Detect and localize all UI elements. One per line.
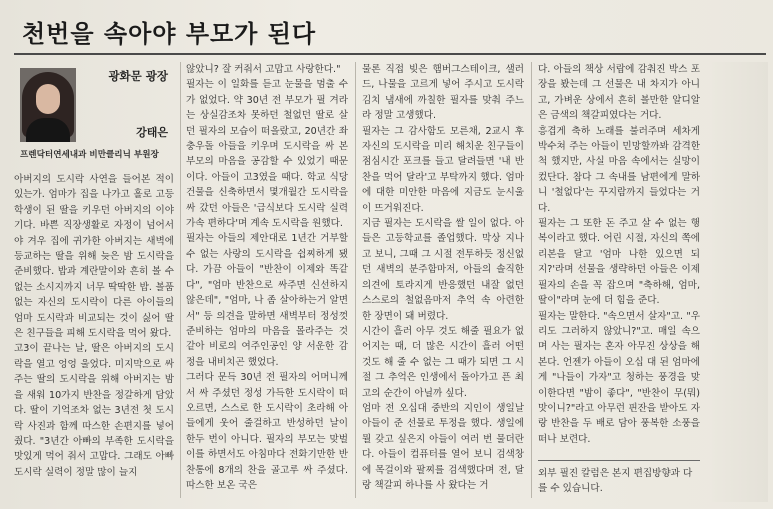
article-column-2 (186, 62, 348, 502)
article-column-4 (538, 62, 700, 456)
article-column-1 (14, 172, 174, 502)
column-text-2: 않았니? 잘 커줘서 고맙고 사랑한다." 필자는 이 일화를 듣고 눈물을 멈출 수가 없었다. 약 30년 전 부모가 필 겨라는 상실감조차 못하던 철없던 딸로 살던 필자의 모습이 떠올랐고, 20년간 좌충우돌 아들을 키우며 도시락을 싸 본 부모의 마음을 공감할 수 있었기 때문이다. 아들이 고3였을 때다. 학교 식당건물을 신축하면서 몇개월간 도시락을 싸 갔던 아들은 '급식보다 도시락 실력 가속 편하다'며 계속 도시락을 원했다. 필자는 아들의 제안대로 1년간 거부할 수 없는 사랑의 도시락을 쉽찌하게 됐다. 가끔 아들이 "반찬이 이제와 똑같다", "엄마 반찬으로 싸주면 신선하지 않은데", "엄마, 나 좀 살아하는거 알면서" 등 의견을 말하면 새벽부터 정성껏 준비하는 엄마의 마음을 몰라주는 것 같아 비로의 여주인공인 양 서운한 감정을 내비치곤 했었다. 그러다 문득 30년 전 필자의 어머니께서 싸 주셨던 정성 가득한 도시락이 떠오르면, 스스로 한 도시락이 초라해 아들에게 웃어 줄걸하고 반성하던 날이 한두 번이 아니다. 필자의 부모는 맞벌이를 하면서도 아침마다 전화기만한 반찬통에 8개의 찬을 골고루 싸 주셨다. 따스한 보온 국은 (186, 64, 348, 491)
photo-face (36, 84, 60, 114)
author-affiliation: 프렌닥터연세내과 비만클리닉 부원장 (20, 150, 159, 160)
column-divider (531, 62, 532, 498)
column-text-1: 아버지의 도시락 사연을 들어본 적이 있는가. 엄마가 집을 나가고 홀로 고등학생이 된 딸을 키우던 아버지의 이야기다. 바쁜 직장생활로 자정이 넘어서야 겨우 집에 귀가한 아버지는 새벽에 등교하는 딸을 위해 늦은 밤 도시락을 준비했다. 밥과 계란말이와 흔히 볼 수 없는 소시지까지 너무 딱딱한 밥. 볼품없는 자신의 도시락이 다른 아이들의 엄마 도시락과 비교되는 것이 싫어 딸은 친구들을 피해 도시락을 먹어 왔다. 고3이 끝나는 날, 딸은 아버지의 도시락을 열고 엉엉 울었다. 미지막으로 싸 주는 딸의 도시락을 위해 아버지는 밤을 새워 10가지 반찬을 정갈하게 담았다. 딸이 기억조차 없는 3년전 첫 도시락 사진과 함께 따스한 손편지를 넣어줬다. "3년간 아빠의 부족한 도시락을 맛있게 먹어 줘서 고맙다. 그래도 아빠 도시락 실력이 정말 많이 늘지 (14, 174, 174, 478)
column-divider (355, 62, 356, 498)
editorial-footnote: 외부 필진 칼럼은 본지 편집방향과 다를 수 있습니다. (538, 468, 693, 495)
byline-box (14, 62, 174, 170)
author-photo (20, 68, 76, 142)
headline-rule (14, 53, 766, 55)
section-label: 광화문 광장 (108, 69, 168, 83)
column-text-4: 다. 아들의 책상 서랍에 감춰진 박스 포장을 봤는데 그 선물은 내 차지가 아니고, 가벼운 상에서 흔히 볼만한 알디알은 금색의 책갈피였다는 거다. 흥겹게 축하 노래를 불러주며 세차게 박수쳐 주는 아들이 민망할까봐 감격한 척 했지만, 사실 마음 속에서는 실망이 컸단다. 참다 그 속내를 남편에게 말하니 '철없다'는 꾸지람까지 들었다는 거다. 필자는 그 또한 돈 주고 살 수 없는 행복이라고 했다. 어린 시절, 자신의 쪽에 리본을 달고 '엄마 나한 있으면 되지?'라며 선물을 생략하던 아들은 이제 필자의 손을 꼭 잡으며 "축하해, 엄마, 딸이"라며 눈에 더 힘을 준다. 필자는 말한다. "속으면서 살자"고. "우리도 그러하지 않았니?"고. 매일 속으며 사는 필자는 혼자 아무진 상상을 해 본다. 언젠가 아들이 오십 대 된 엄마에게 "나들이 가자"고 청하는 풍경을 맞이한다면 "밤이 좋다", "반찬이 무(뭐) 맛이니?"라고 아무런 핀잔을 받아도 자랑 반찬을 두 배로 담아 풍복한 소풍을 떠나 보련다. (538, 64, 700, 445)
footnote-rule (538, 460, 700, 461)
author-name: 강태은 (136, 126, 168, 139)
article-column-3 (362, 62, 524, 502)
column-text-3: 물론 직접 빚은 햄버그스테이크, 샐러드, 나물을 고르게 넣어 주시고 도시락 김치 냄새에 까칠한 필자를 맞춰 주느라 정말 고생했다. 필자는 그 감사함도 모른채, 2교시 후 자신의 도시락을 미리 해치운 친구들이 점심시간 포크를 들고 달려들면 '내 반찬을 먹어 달라'고 부탁까지 했다. 엄마에 대한 미안한 마음에 지금도 눈시울이 뜨거워진다. 지금 필자는 도시락을 쌀 일이 없다. 아들은 고등학교를 졸업했다. 막상 지나고 보니, 그때 그 시절 전투하듯 정신없던 새벽의 분주함마저, 아들의 솔직한 의견에 토라지게 반응했던 내잘 없던 스스로의 철없음마저 추억 속 아련한 한 장면이 돼 버렸다. 시간이 흘러 아무 것도 해줄 필요가 없어지는 때, 더 많은 시간이 흘러 어떤 것도 해 줄 수 없는 그 때가 되면 그 시절 그 추억은 인생에서 돌아가고 픈 최고의 순간이 아닐까 싶다. 엄마 전 오십대 중반의 지인이 생일날 아들이 준 선물로 투정을 했다. 생일에 뭘 갖고 싶은지 아들이 여러 번 물더란다. 아들이 컴퓨터를 열어 보니 검색창에 목걸이와 팔찌를 검색했다며 전, 달랑 책갈피 하나를 사 왔다는 거 (362, 64, 524, 491)
page-margin (712, 62, 768, 502)
headline: 천번을 속아야 부모가 된다 (22, 19, 317, 48)
photo-body (26, 118, 70, 142)
column-divider (180, 62, 181, 498)
